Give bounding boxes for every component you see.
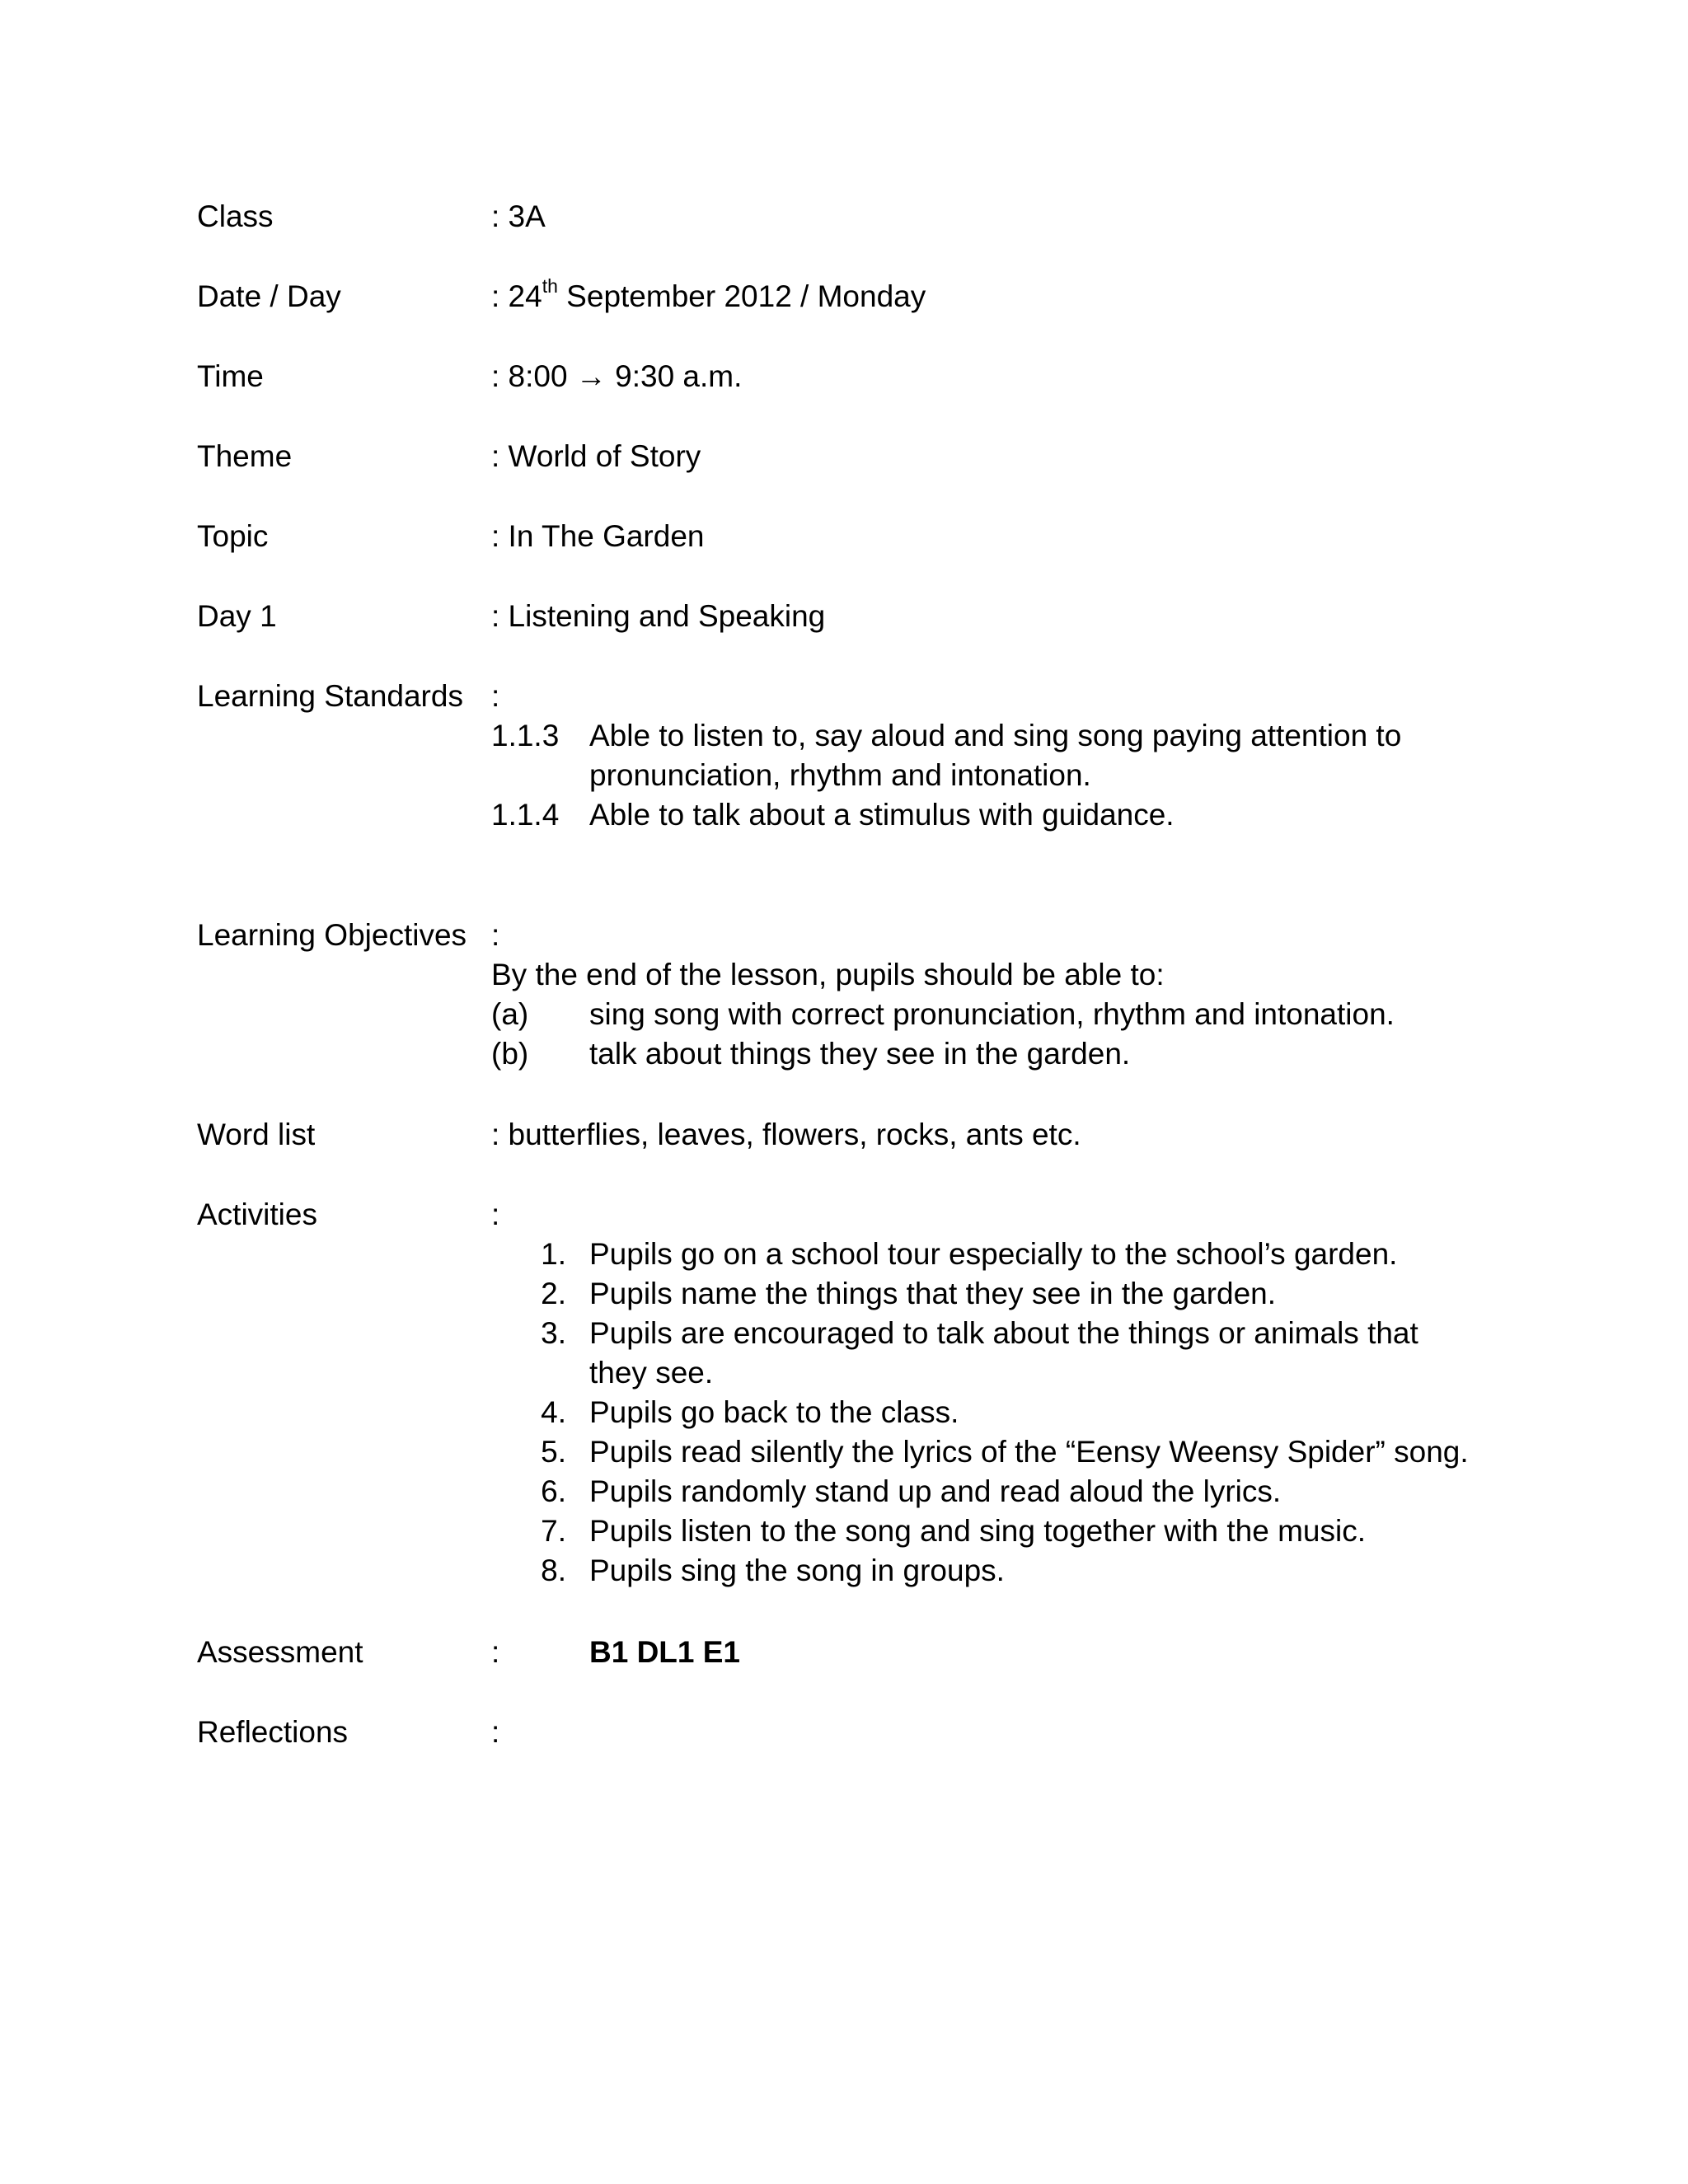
activities-colon: : (491, 1197, 500, 1231)
time-value: : 8:00 → 9:30 a.m. (491, 359, 743, 393)
learning-standards-label: Learning Standards (197, 679, 463, 713)
activity-text: Pupils listen to the song and sing together with the music. (589, 1514, 1366, 1548)
objective-text: sing song with correct pronunciation, rhythm and intonation. (589, 997, 1395, 1031)
activity-number: 3. (541, 1316, 566, 1350)
standard-code: 1.1.3 (491, 719, 560, 752)
learning-objectives-colon: : (491, 918, 500, 952)
assessment-label: Assessment (197, 1635, 363, 1669)
word-list-value: : butterflies, leaves, flowers, rocks, ants etc. (491, 1118, 1081, 1151)
activity-text: Pupils randomly stand up and read aloud the lyrics. (589, 1474, 1282, 1508)
activity-number: 2. (541, 1277, 566, 1310)
date-prefix: : 24 (491, 279, 542, 313)
activity-number: 1. (541, 1237, 566, 1271)
day-label: Day 1 (197, 599, 277, 633)
date-value (491, 276, 926, 316)
learning-objectives-label: Learning Objectives (197, 918, 467, 952)
activity-text: they see. (589, 1356, 714, 1390)
date-ordinal-suffix: th (542, 274, 558, 297)
activity-number: 4. (541, 1395, 566, 1429)
activity-text: Pupils name the things that they see in the garden. (589, 1277, 1277, 1310)
class-label: Class (197, 199, 274, 233)
activity-text: Pupils sing the song in groups. (589, 1554, 1005, 1587)
topic-label: Topic (197, 519, 269, 553)
activity-text: Pupils go back to the class. (589, 1395, 959, 1429)
activity-number: 8. (541, 1554, 566, 1587)
theme-label: Theme (197, 439, 293, 473)
activities-label: Activities (197, 1197, 317, 1231)
activity-number: 7. (541, 1514, 566, 1548)
objective-code: (b) (491, 1037, 529, 1071)
topic-value: : In The Garden (491, 519, 705, 553)
date-suffix: September 2012 / Monday (557, 279, 926, 313)
time-label: Time (197, 359, 264, 393)
reflections-label: Reflections (197, 1715, 349, 1749)
assessment-value: B1 DL1 E1 (589, 1635, 741, 1669)
standard-text: Able to listen to, say aloud and sing song paying attention to (589, 719, 1402, 752)
standard-code: 1.1.4 (491, 798, 560, 832)
class-value: : 3A (491, 199, 546, 233)
standard-text: pronunciation, rhythm and intonation. (589, 758, 1091, 792)
activity-text: Pupils go on a school tour especially to the school’s garden. (589, 1237, 1398, 1271)
word-list-label: Word list (197, 1118, 316, 1151)
learning-standards-colon: : (491, 679, 500, 713)
theme-value: : World of Story (491, 439, 701, 473)
day-value: : Listening and Speaking (491, 599, 826, 633)
activity-number: 5. (541, 1435, 566, 1469)
activity-number: 6. (541, 1474, 566, 1508)
activity-text: Pupils read silently the lyrics of the “Eensy Weensy Spider” song. (589, 1435, 1469, 1469)
reflections-colon: : (491, 1715, 500, 1749)
date-label: Date / Day (197, 279, 341, 313)
assessment-colon: : (491, 1635, 500, 1669)
objectives-intro: By the end of the lesson, pupils should be able to: (491, 958, 1165, 991)
objective-text: talk about things they see in the garden. (589, 1037, 1131, 1071)
activity-text: Pupils are encouraged to talk about the things or animals that (589, 1316, 1418, 1350)
standard-text: Able to talk about a stimulus with guidance. (589, 798, 1175, 832)
objective-code: (a) (491, 997, 529, 1031)
